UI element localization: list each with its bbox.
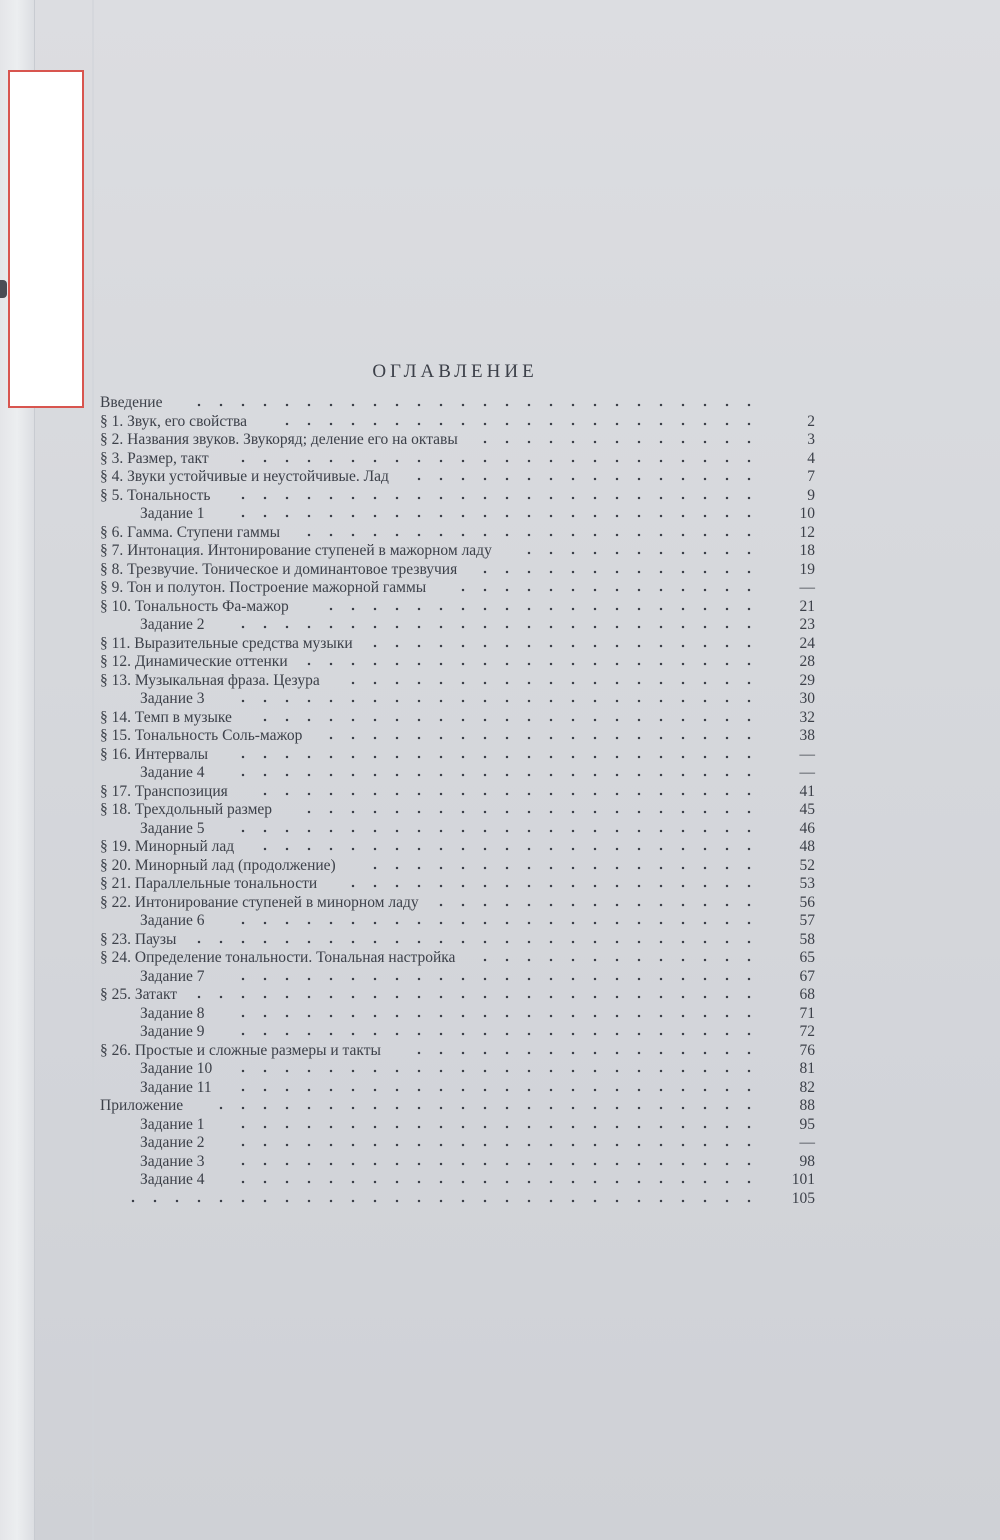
toc-entry-label: § 17. Транспозиция — [100, 782, 228, 800]
toc-row — [100, 468, 815, 487]
toc-entry-label: § 9. Тон и полутон. Построение мажорной гаммы — [100, 579, 427, 596]
toc-entry-label: § 2. Названия звуков. Звукоряд; деление его на октавы — [100, 431, 458, 448]
toc-entry-label: § 10. Тональность Фа-мажор — [100, 597, 289, 615]
dot-leader — [188, 940, 760, 944]
toc-row — [100, 838, 815, 857]
toc-assignment-label: Задание 6 — [140, 912, 205, 929]
toc-entry-label: § 15. Тональность Соль-мажор — [100, 727, 303, 744]
toc-assignment-label: Задание 4 — [140, 1171, 205, 1188]
dot-leader — [232, 1180, 760, 1184]
toc-assignment-label: Задание 5 — [140, 819, 205, 837]
toc-row — [100, 635, 815, 654]
dot-leader — [232, 514, 760, 518]
toc-row — [100, 764, 815, 783]
dot-leader — [408, 1051, 760, 1055]
toc-row — [100, 450, 815, 469]
dot-leader — [254, 792, 760, 796]
toc-row — [100, 413, 815, 432]
toc-entry-label: § 25. Затакт — [100, 986, 178, 1003]
dot-leader — [210, 1106, 760, 1110]
dot-leader — [188, 995, 760, 999]
dot-leader — [342, 884, 760, 888]
toc-entry-label: § 20. Минорный лад (продолжение) — [100, 856, 336, 874]
toc-row — [100, 801, 815, 820]
toc-assignment-label: Задание 8 — [140, 1004, 205, 1022]
toc-page-number: 2 — [807, 412, 815, 430]
toc-row — [100, 1060, 815, 1079]
dot-leader — [232, 625, 760, 629]
toc-page-number: — — [799, 1134, 815, 1151]
toc-row — [100, 1097, 815, 1116]
dot-leader — [364, 866, 760, 870]
dot-leader — [232, 459, 760, 463]
toc-assignment-label: Задание 3 — [140, 690, 205, 707]
toc-row — [100, 931, 815, 950]
toc-assignment-label: Задание 9 — [140, 1023, 205, 1040]
dot-leader — [232, 699, 760, 703]
dot-leader — [232, 1088, 760, 1092]
toc-entry-label: § 14. Темп в музыке — [100, 708, 232, 726]
toc-page-number: 56 — [799, 893, 815, 911]
toc-row — [100, 1116, 815, 1135]
dot-leader — [232, 496, 760, 500]
toc-entry-label: § 1. Звук, его свойства — [100, 412, 247, 430]
toc-row — [100, 524, 815, 543]
toc-row — [100, 1042, 815, 1061]
toc-assignment-label: Задание 1 — [140, 1115, 205, 1133]
toc-page-number: 18 — [799, 542, 815, 559]
dot-leader — [518, 551, 760, 555]
toc-row — [100, 709, 815, 728]
dot-leader — [298, 662, 760, 666]
dot-leader — [232, 773, 760, 777]
toc-assignment-label: Задание 3 — [140, 1152, 205, 1170]
toc-page-number: 71 — [799, 1004, 815, 1022]
toc-row — [100, 783, 815, 802]
white-label-sticker — [8, 70, 84, 408]
dot-leader — [342, 681, 760, 685]
toc-entry-label: Введение — [100, 394, 163, 411]
toc-row — [100, 1134, 815, 1153]
toc-row — [100, 672, 815, 691]
toc-page-number: 4 — [807, 449, 815, 467]
toc-page-number: 105 — [791, 1189, 815, 1207]
toc-row — [100, 598, 815, 617]
toc-row — [100, 875, 815, 894]
dot-leader — [320, 607, 760, 611]
toc-page-number: 21 — [799, 597, 815, 615]
toc-row — [100, 487, 815, 506]
dot-leader — [452, 588, 760, 592]
toc-entry-label: § 13. Музыкальная фраза. Цезура — [100, 671, 320, 689]
toc-row — [100, 968, 815, 987]
toc-row — [100, 616, 815, 635]
toc-page-number: 95 — [799, 1115, 815, 1133]
toc-row — [100, 1005, 815, 1024]
toc-page-number: 76 — [799, 1041, 815, 1059]
toc-row — [100, 542, 815, 561]
toc-row — [100, 949, 815, 968]
toc-entry-label: § 21. Параллельные тональности — [100, 875, 318, 892]
spine-edge — [92, 0, 94, 1540]
dot-leader — [364, 644, 760, 648]
toc-row — [100, 1023, 815, 1042]
toc-page-number: 98 — [799, 1152, 815, 1170]
dot-leader — [232, 1014, 760, 1018]
dot-leader — [276, 422, 760, 426]
dot-leader — [298, 533, 760, 537]
toc-row — [100, 894, 815, 913]
dot-leader — [408, 477, 760, 481]
toc-page-number: 68 — [799, 986, 815, 1003]
toc-page-number: 46 — [799, 819, 815, 837]
toc-entry-label: § 12. Динамические оттенки — [100, 653, 288, 670]
toc-page-number: 28 — [799, 653, 815, 670]
toc-assignment-label: Задание 7 — [140, 967, 205, 985]
toc-page-number: — — [799, 579, 815, 596]
dot-leader — [232, 1032, 760, 1036]
toc-page-number: 72 — [799, 1023, 815, 1040]
toc-row — [100, 986, 815, 1005]
toc-assignment-label: Задание 11 — [140, 1078, 212, 1096]
toc-page-number: 101 — [791, 1171, 815, 1188]
toc-row — [100, 1190, 815, 1209]
toc-page-number: 30 — [799, 690, 815, 707]
toc-page-number: 82 — [799, 1078, 815, 1096]
dot-leader — [232, 977, 760, 981]
toc-entry-label: Приложение — [100, 1097, 184, 1114]
dot-leader — [232, 1143, 760, 1147]
toc-page-number: 10 — [799, 505, 815, 522]
dot-leader — [298, 810, 760, 814]
dot-leader — [430, 903, 760, 907]
dot-leader — [232, 755, 760, 759]
toc-entry-label: § 4. Звуки устойчивые и неустойчивые. Лад — [100, 468, 389, 485]
toc-page-number: — — [799, 745, 815, 763]
toc-row — [100, 1153, 815, 1172]
dot-leader — [122, 1199, 760, 1203]
toc-page-number: 65 — [799, 949, 815, 966]
dot-leader — [232, 1069, 760, 1073]
toc-entry-label: § 6. Гамма. Ступени гаммы — [100, 523, 281, 541]
toc-entry-label: § 22. Интонирование ступеней в минорном ладу — [100, 893, 419, 911]
toc-row — [100, 653, 815, 672]
toc-page-number: 19 — [799, 560, 815, 578]
table-of-contents — [100, 394, 815, 1208]
toc-row — [100, 579, 815, 598]
toc-page-number: 45 — [799, 801, 815, 818]
toc-page-number: 48 — [799, 838, 815, 855]
toc-assignment-label: Задание 1 — [140, 505, 205, 522]
toc-page-number: 32 — [799, 708, 815, 726]
toc-entry-label: § 7. Интонация. Интонирование ступеней в мажорном ладу — [100, 542, 492, 559]
toc-page-number: 58 — [799, 930, 815, 948]
toc-page-number: 52 — [799, 856, 815, 874]
toc-page-number: 12 — [799, 523, 815, 541]
dot-leader — [474, 570, 760, 574]
toc-entry-label: § 16. Интервалы — [100, 745, 209, 763]
toc-row — [100, 727, 815, 746]
toc-row — [100, 912, 815, 931]
toc-page-number: 3 — [807, 431, 815, 448]
toc-entry-label: § 11. Выразительные средства музыки — [100, 634, 353, 652]
toc-page-number: 81 — [799, 1060, 815, 1077]
toc-page-number: 67 — [799, 967, 815, 985]
toc-entry-label: § 8. Трезвучие. Тоническое и доминантовое трезвучия — [100, 560, 458, 578]
dot-leader — [232, 921, 760, 925]
toc-page-number: 9 — [807, 486, 815, 504]
toc-entry-label: § 19. Минорный лад — [100, 838, 235, 855]
dot-leader — [188, 403, 760, 407]
toc-entry-label: § 5. Тональность — [100, 486, 211, 504]
toc-row — [100, 746, 815, 765]
dot-leader — [232, 1162, 760, 1166]
toc-entry-label: § 23. Паузы — [100, 930, 177, 948]
binding-notch — [0, 280, 7, 298]
dot-leader — [474, 440, 760, 444]
toc-assignment-label: Задание 10 — [140, 1060, 213, 1077]
toc-assignment-label: Задание 4 — [140, 764, 205, 781]
dot-leader — [232, 1125, 760, 1129]
toc-entry-label: § 26. Простые и сложные размеры и такты — [100, 1041, 381, 1059]
toc-assignment-label: Задание 2 — [140, 1134, 205, 1151]
toc-entry-label: § 18. Трехдольный размер — [100, 801, 273, 818]
dot-leader — [254, 847, 760, 851]
toc-row — [100, 1171, 815, 1190]
toc-page-number: 24 — [799, 634, 815, 652]
toc-page-number: 88 — [799, 1097, 815, 1114]
toc-row — [100, 857, 815, 876]
dot-leader — [254, 718, 760, 722]
toc-entry-label: § 3. Размер, такт — [100, 449, 209, 467]
dot-leader — [232, 829, 760, 833]
toc-page-number: — — [799, 764, 815, 781]
toc-page-number: 7 — [807, 468, 815, 485]
toc-assignment-label: Задание 2 — [140, 616, 205, 633]
toc-page-number: 53 — [799, 875, 815, 892]
toc-row — [100, 431, 815, 450]
toc-row — [100, 561, 815, 580]
dot-leader — [320, 736, 760, 740]
toc-entry-label: § 24. Определение тональности. Тональная настройка — [100, 949, 456, 966]
toc-row — [100, 1079, 815, 1098]
toc-row — [100, 690, 815, 709]
toc-page-number: 41 — [799, 782, 815, 800]
dot-leader — [474, 958, 760, 962]
toc-page-number: 23 — [799, 616, 815, 633]
toc-page-number: 57 — [799, 912, 815, 929]
page-title: ОГЛАВЛЕНИЕ — [372, 361, 538, 382]
toc-row — [100, 820, 815, 839]
toc-row — [100, 505, 815, 524]
toc-row — [100, 394, 815, 413]
toc-page-number: 29 — [799, 671, 815, 689]
toc-page-number: 38 — [799, 727, 815, 744]
